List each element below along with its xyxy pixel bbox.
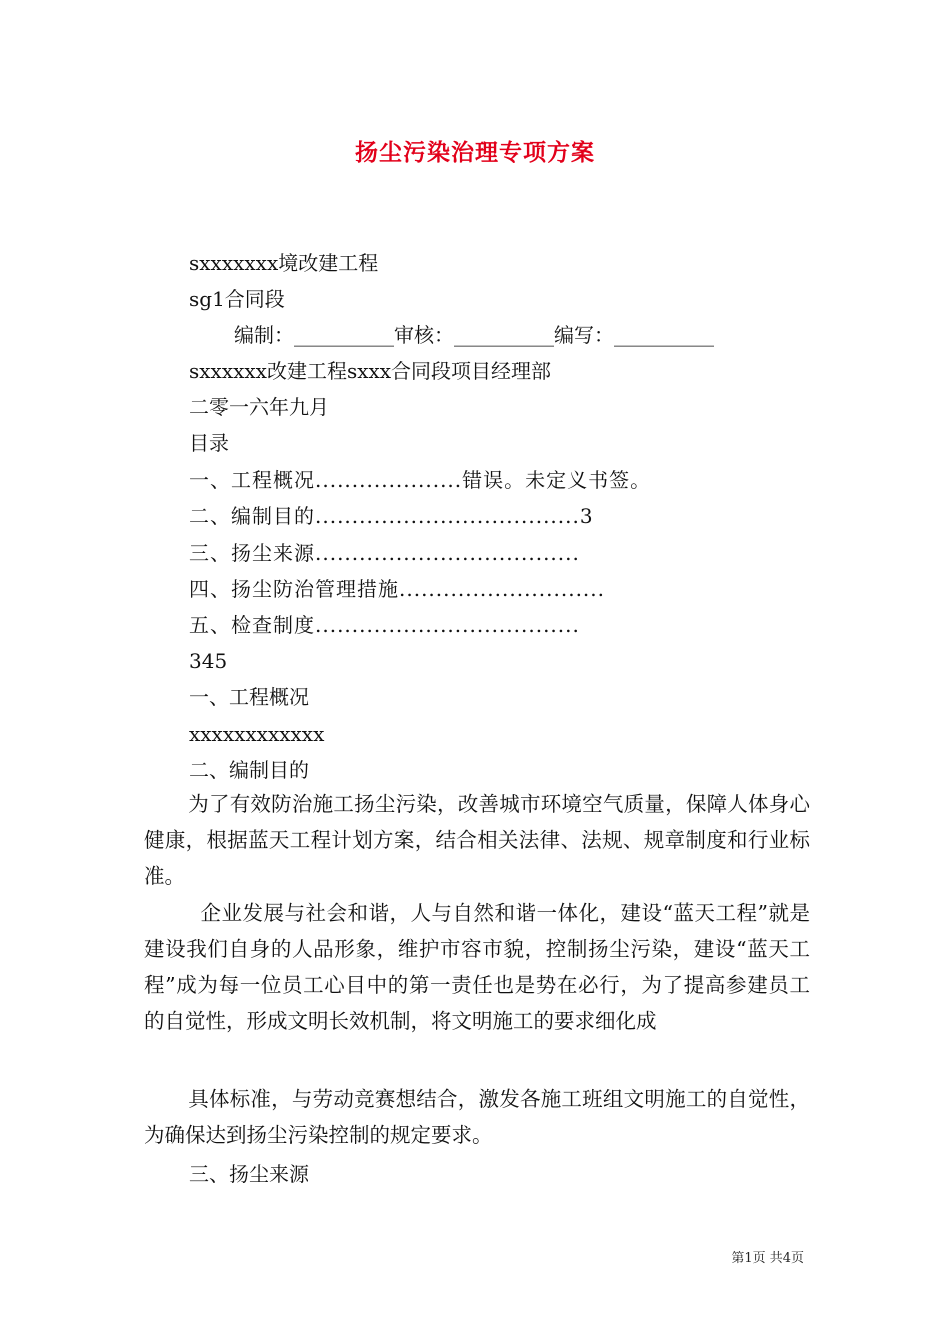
section-heading: 一、工程概况 [189, 685, 309, 709]
contract-section: sg1合同段 [189, 287, 285, 311]
paragraph-text: 为了有效防治施工扬尘污染，改善城市环境空气质量，保障人体身心健康，根据蓝天工程计划方案，结合相关法律、法规、规章制度和行业标准。 [144, 792, 810, 888]
section-heading: 三、扬尘来源 [189, 1162, 309, 1186]
toc-item[interactable]: 四、扬尘防治管理措施............................ [189, 577, 606, 601]
section-heading: 二、编制目的 [189, 758, 309, 782]
toc-item[interactable]: 二、编制目的....................................3 [189, 504, 594, 528]
body-paragraph [144, 895, 810, 1039]
document-date: 二零一六年九月 [189, 395, 329, 419]
toc-item[interactable]: 五、检查制度.................................... [189, 613, 580, 637]
toc-page-numbers: 345 [189, 649, 228, 673]
page-number-footer: 第1页 共4页 [731, 1251, 804, 1266]
toc-heading: 目录 [189, 431, 229, 455]
body-paragraph [144, 1081, 810, 1153]
project-name: sxxxxxxx境改建工程 [189, 251, 379, 275]
document-title: 扬尘污染治理专项方案 [355, 139, 595, 166]
section-body: xxxxxxxxxxxx [189, 722, 325, 746]
department-name: sxxxxxx改建工程sxxx合同段项目经理部 [189, 359, 552, 383]
toc-item[interactable]: 三、扬尘来源.................................... [189, 541, 580, 565]
signature-line: 编制：__________审核：__________编写：__________ [234, 323, 714, 347]
body-paragraph [144, 786, 810, 894]
toc-item[interactable]: 一、工程概况....................错误。未定义书签。 [189, 468, 652, 492]
paragraph-text: 企业发展与社会和谐，人与自然和谐一体化，建设“蓝天工程”就是建设我们自身的人品形象，维护市容市貌，控制扬尘污染，建设“蓝天工程”成为每一位员工心目中的第一责任也是势在必行，为了提高参建员工的自觉性，形成文明长效机制，将文明施工的要求细化成 [144, 901, 810, 1033]
paragraph-text: 具体标准，与劳动竞赛想结合，激发各施工班组文明施工的自觉性，为确保达到扬尘污染控制的规定要求。 [144, 1087, 810, 1147]
